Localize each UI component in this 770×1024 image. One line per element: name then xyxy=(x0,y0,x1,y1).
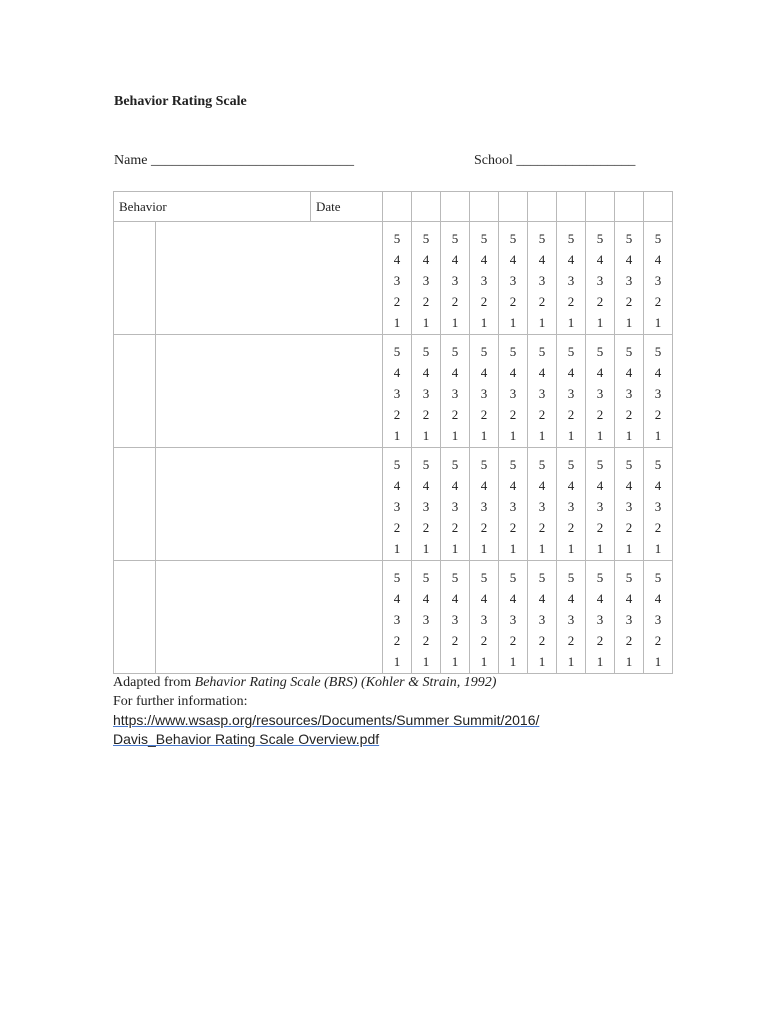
rating-value[interactable]: 3 xyxy=(567,499,575,514)
rating-scale-cell[interactable] xyxy=(499,448,528,561)
rating-value[interactable]: 3 xyxy=(509,386,517,401)
behavior-row xyxy=(114,335,673,448)
rating-scale-cell[interactable] xyxy=(412,222,441,335)
rating-scale-cell[interactable] xyxy=(644,222,673,335)
rating-value[interactable]: 4 xyxy=(451,252,459,267)
rating-scale-cell[interactable] xyxy=(441,222,470,335)
rating-value[interactable]: 4 xyxy=(393,478,401,493)
date-cell xyxy=(615,192,644,222)
behavior-number-cell[interactable] xyxy=(114,448,156,561)
rating-value[interactable]: 1 xyxy=(625,428,633,443)
rating-value[interactable]: 3 xyxy=(451,386,459,401)
rating-value[interactable]: 2 xyxy=(422,407,430,422)
rating-value[interactable]: 2 xyxy=(393,633,401,648)
rating-scale-cell[interactable] xyxy=(644,335,673,448)
rating-value[interactable]: 3 xyxy=(596,499,604,514)
rating-value[interactable]: 5 xyxy=(422,570,430,585)
rating-value[interactable]: 5 xyxy=(654,570,662,585)
date-cell xyxy=(441,192,470,222)
rating-value[interactable]: 1 xyxy=(480,428,488,443)
rating-value[interactable]: 5 xyxy=(509,231,517,246)
table-header-row xyxy=(114,192,673,222)
rating-scale-cell[interactable] xyxy=(644,448,673,561)
adapted-line xyxy=(113,673,539,692)
rating-value[interactable]: 4 xyxy=(625,365,633,380)
rating-value[interactable]: 2 xyxy=(596,407,604,422)
rating-value[interactable]: 1 xyxy=(393,541,401,556)
behavior-description-cell[interactable] xyxy=(156,561,383,674)
rating-value[interactable]: 3 xyxy=(567,273,575,288)
rating-scale-cell[interactable] xyxy=(470,561,499,674)
rating-value[interactable]: 5 xyxy=(567,457,575,472)
rating-value[interactable]: 1 xyxy=(480,541,488,556)
rating-value[interactable]: 3 xyxy=(422,612,430,627)
behavior-number-cell[interactable] xyxy=(114,335,156,448)
rating-scale-cell[interactable] xyxy=(586,561,615,674)
rating-value[interactable]: 1 xyxy=(480,654,488,669)
rating-scale-cell[interactable] xyxy=(470,448,499,561)
rating-value[interactable]: 5 xyxy=(451,457,459,472)
behavior-row xyxy=(114,448,673,561)
rating-scale-cell[interactable] xyxy=(615,561,644,674)
name-blank: _____________________________ xyxy=(150,153,354,168)
rating-value[interactable]: 1 xyxy=(654,315,662,330)
rating-scale-cell[interactable] xyxy=(412,561,441,674)
rating-scale-cell[interactable] xyxy=(528,448,557,561)
rating-value[interactable]: 4 xyxy=(625,591,633,606)
rating-scale-cell[interactable] xyxy=(528,335,557,448)
rating-value[interactable]: 2 xyxy=(480,633,488,648)
rating-value[interactable]: 1 xyxy=(654,541,662,556)
rating-scale-cell[interactable] xyxy=(441,561,470,674)
footer xyxy=(113,673,539,749)
rating-value[interactable]: 5 xyxy=(509,344,517,359)
rating-value[interactable]: 1 xyxy=(625,654,633,669)
rating-value[interactable]: 1 xyxy=(654,428,662,443)
rating-value[interactable]: 5 xyxy=(596,344,604,359)
rating-value[interactable]: 3 xyxy=(451,273,459,288)
rating-value[interactable]: 3 xyxy=(538,273,546,288)
rating-value[interactable]: 1 xyxy=(567,541,575,556)
rating-value[interactable]: 3 xyxy=(422,386,430,401)
rating-value[interactable]: 3 xyxy=(654,612,662,627)
rating-value[interactable]: 3 xyxy=(509,499,517,514)
rating-value[interactable]: 3 xyxy=(538,612,546,627)
rating-value[interactable]: 4 xyxy=(567,591,575,606)
rating-value[interactable]: 2 xyxy=(567,407,575,422)
rating-value[interactable]: 5 xyxy=(451,570,459,585)
rating-scale-cell[interactable] xyxy=(383,561,412,674)
rating-value[interactable]: 1 xyxy=(451,428,459,443)
rating-value[interactable]: 3 xyxy=(654,386,662,401)
rating-value[interactable]: 3 xyxy=(538,499,546,514)
rating-value[interactable]: 4 xyxy=(567,478,575,493)
rating-value[interactable]: 1 xyxy=(567,315,575,330)
rating-scale-cell[interactable] xyxy=(528,561,557,674)
rating-value[interactable]: 4 xyxy=(625,252,633,267)
rating-value[interactable]: 5 xyxy=(393,231,401,246)
rating-value[interactable]: 1 xyxy=(567,428,575,443)
rating-value[interactable]: 2 xyxy=(393,294,401,309)
school-blank: _________________ xyxy=(516,153,636,168)
rating-value[interactable]: 4 xyxy=(538,252,546,267)
rating-scale-cell[interactable] xyxy=(383,335,412,448)
rating-scale-cell[interactable] xyxy=(499,561,528,674)
rating-value[interactable]: 2 xyxy=(451,633,459,648)
rating-value[interactable]: 4 xyxy=(422,478,430,493)
behavior-number-cell[interactable] xyxy=(114,222,156,335)
rating-value[interactable]: 5 xyxy=(509,457,517,472)
rating-value[interactable]: 3 xyxy=(451,499,459,514)
rating-value[interactable]: 2 xyxy=(422,520,430,535)
rating-value[interactable]: 1 xyxy=(509,428,517,443)
rating-table xyxy=(113,191,673,674)
behavior-description-cell[interactable] xyxy=(156,222,383,335)
rating-value[interactable]: 2 xyxy=(567,294,575,309)
rating-value[interactable]: 3 xyxy=(393,273,401,288)
rating-value[interactable]: 2 xyxy=(422,294,430,309)
rating-value[interactable]: 1 xyxy=(422,541,430,556)
behavior-row xyxy=(114,222,673,335)
rating-value[interactable]: 3 xyxy=(596,386,604,401)
date-cell xyxy=(528,192,557,222)
rating-value[interactable]: 3 xyxy=(625,386,633,401)
rating-value[interactable]: 3 xyxy=(480,273,488,288)
rating-value[interactable]: 4 xyxy=(422,591,430,606)
rating-scale-cell[interactable] xyxy=(383,222,412,335)
school-label: School xyxy=(474,153,513,168)
rating-value[interactable]: 1 xyxy=(451,315,459,330)
rating-value[interactable]: 2 xyxy=(538,633,546,648)
rating-value[interactable]: 5 xyxy=(567,231,575,246)
rating-value[interactable]: 2 xyxy=(654,520,662,535)
rating-value[interactable]: 5 xyxy=(538,344,546,359)
rating-value[interactable]: 3 xyxy=(480,612,488,627)
rating-scale-cell[interactable] xyxy=(528,222,557,335)
rating-value[interactable]: 2 xyxy=(538,520,546,535)
rating-scale-cell[interactable] xyxy=(441,448,470,561)
rating-value[interactable]: 4 xyxy=(509,252,517,267)
rating-scale-cell[interactable] xyxy=(470,335,499,448)
rating-value[interactable]: 5 xyxy=(538,570,546,585)
rating-value[interactable]: 3 xyxy=(596,273,604,288)
rating-value[interactable]: 1 xyxy=(538,541,546,556)
rating-value[interactable]: 3 xyxy=(625,612,633,627)
rating-value[interactable]: 4 xyxy=(451,365,459,380)
rating-value[interactable]: 3 xyxy=(509,273,517,288)
rating-value[interactable]: 2 xyxy=(509,407,517,422)
rating-scale-cell[interactable] xyxy=(615,448,644,561)
rating-value[interactable]: 2 xyxy=(654,294,662,309)
rating-scale-cell[interactable] xyxy=(586,448,615,561)
rating-value[interactable]: 5 xyxy=(451,344,459,359)
rating-scale-cell[interactable] xyxy=(586,335,615,448)
rating-value[interactable]: 5 xyxy=(596,457,604,472)
rating-value[interactable]: 5 xyxy=(480,344,488,359)
rating-value[interactable]: 3 xyxy=(625,273,633,288)
school-field xyxy=(474,153,635,169)
rating-value[interactable]: 1 xyxy=(451,541,459,556)
rating-value[interactable]: 1 xyxy=(596,428,604,443)
rating-value[interactable]: 5 xyxy=(567,570,575,585)
rating-value[interactable]: 3 xyxy=(538,386,546,401)
adapted-source: Behavior Rating Scale (BRS) (Kohler & Strain, 1992) xyxy=(194,675,497,690)
rating-value[interactable]: 1 xyxy=(509,315,517,330)
rating-value[interactable]: 3 xyxy=(393,612,401,627)
rating-value[interactable]: 2 xyxy=(596,294,604,309)
rating-value[interactable]: 5 xyxy=(509,570,517,585)
rating-value[interactable]: 3 xyxy=(567,612,575,627)
rating-scale-cell[interactable] xyxy=(412,448,441,561)
rating-value[interactable]: 1 xyxy=(393,654,401,669)
date-cell xyxy=(644,192,673,222)
rating-value[interactable]: 5 xyxy=(393,344,401,359)
rating-value[interactable]: 5 xyxy=(422,231,430,246)
rating-value[interactable]: 4 xyxy=(480,252,488,267)
rating-value[interactable]: 1 xyxy=(393,428,401,443)
rating-value[interactable]: 4 xyxy=(567,252,575,267)
rating-value[interactable]: 4 xyxy=(393,365,401,380)
rating-value[interactable]: 5 xyxy=(654,344,662,359)
date-cell xyxy=(470,192,499,222)
date-cell xyxy=(499,192,528,222)
rating-value[interactable]: 4 xyxy=(654,591,662,606)
rating-scale-cell[interactable] xyxy=(615,222,644,335)
rating-value[interactable]: 4 xyxy=(625,478,633,493)
rating-value[interactable]: 4 xyxy=(538,478,546,493)
rating-value[interactable]: 2 xyxy=(509,520,517,535)
rating-value[interactable]: 4 xyxy=(393,252,401,267)
rating-value[interactable]: 1 xyxy=(625,541,633,556)
date-header: Date xyxy=(311,192,383,222)
rating-value[interactable]: 4 xyxy=(422,365,430,380)
rating-value[interactable]: 2 xyxy=(509,294,517,309)
rating-value[interactable]: 5 xyxy=(654,457,662,472)
rating-value[interactable]: 5 xyxy=(625,344,633,359)
rating-value[interactable]: 2 xyxy=(654,407,662,422)
rating-value[interactable]: 4 xyxy=(538,365,546,380)
rating-value[interactable]: 2 xyxy=(625,294,633,309)
rating-value[interactable]: 5 xyxy=(596,570,604,585)
rating-scale-cell[interactable] xyxy=(412,335,441,448)
rating-value[interactable]: 2 xyxy=(509,633,517,648)
rating-value[interactable]: 5 xyxy=(625,231,633,246)
rating-value[interactable]: 3 xyxy=(509,612,517,627)
rating-value[interactable]: 5 xyxy=(596,231,604,246)
rating-value[interactable]: 3 xyxy=(480,386,488,401)
rating-value[interactable]: 2 xyxy=(596,633,604,648)
rating-scale-cell[interactable] xyxy=(470,222,499,335)
rating-value[interactable]: 1 xyxy=(509,654,517,669)
rating-value[interactable]: 4 xyxy=(567,365,575,380)
rating-scale-cell[interactable] xyxy=(644,561,673,674)
rating-value[interactable]: 4 xyxy=(451,591,459,606)
rating-value[interactable]: 2 xyxy=(480,520,488,535)
rating-value[interactable]: 4 xyxy=(480,591,488,606)
rating-value[interactable]: 3 xyxy=(654,499,662,514)
further-info: For further information: xyxy=(113,694,248,709)
rating-value[interactable]: 2 xyxy=(538,294,546,309)
rating-value[interactable]: 2 xyxy=(567,633,575,648)
rating-value[interactable]: 3 xyxy=(393,499,401,514)
rating-value[interactable]: 5 xyxy=(451,231,459,246)
rating-value[interactable]: 5 xyxy=(625,457,633,472)
rating-value[interactable]: 4 xyxy=(480,365,488,380)
date-cell xyxy=(586,192,615,222)
rating-value[interactable]: 1 xyxy=(625,315,633,330)
rating-value[interactable]: 3 xyxy=(567,386,575,401)
rating-value[interactable]: 5 xyxy=(567,344,575,359)
rating-value[interactable]: 3 xyxy=(422,273,430,288)
rating-value[interactable]: 5 xyxy=(654,231,662,246)
rating-value[interactable]: 3 xyxy=(451,612,459,627)
rating-value[interactable]: 4 xyxy=(654,365,662,380)
date-cell xyxy=(383,192,412,222)
rating-value[interactable]: 1 xyxy=(596,654,604,669)
rating-value[interactable]: 4 xyxy=(509,591,517,606)
rating-value[interactable]: 5 xyxy=(625,570,633,585)
rating-value[interactable]: 2 xyxy=(538,407,546,422)
rating-scale-cell[interactable] xyxy=(557,561,586,674)
rating-value[interactable]: 3 xyxy=(625,499,633,514)
rating-value[interactable]: 3 xyxy=(480,499,488,514)
rating-value[interactable]: 1 xyxy=(654,654,662,669)
rating-scale-cell[interactable] xyxy=(557,335,586,448)
info-link-line1[interactable]: https://www.wsasp.org/resources/Documents/Summer Summit/2016/ xyxy=(113,712,540,728)
rating-value[interactable]: 5 xyxy=(480,457,488,472)
rating-value[interactable]: 4 xyxy=(596,365,604,380)
name-label: Name xyxy=(114,153,148,168)
rating-value[interactable]: 4 xyxy=(654,478,662,493)
date-cell xyxy=(557,192,586,222)
rating-value[interactable]: 1 xyxy=(596,315,604,330)
rating-value[interactable]: 5 xyxy=(538,457,546,472)
rating-value[interactable]: 1 xyxy=(422,315,430,330)
rating-value[interactable]: 4 xyxy=(596,478,604,493)
rating-value[interactable]: 2 xyxy=(654,633,662,648)
behavior-row xyxy=(114,561,673,674)
rating-value[interactable]: 3 xyxy=(654,273,662,288)
rating-value[interactable]: 4 xyxy=(480,478,488,493)
date-cell xyxy=(412,192,441,222)
rating-value[interactable]: 1 xyxy=(596,541,604,556)
rating-value[interactable]: 2 xyxy=(596,520,604,535)
rating-value[interactable]: 5 xyxy=(422,457,430,472)
rating-value[interactable]: 2 xyxy=(480,407,488,422)
rating-scale-cell[interactable] xyxy=(557,448,586,561)
rating-value[interactable]: 5 xyxy=(538,231,546,246)
rating-value[interactable]: 5 xyxy=(480,570,488,585)
rating-value[interactable]: 1 xyxy=(538,428,546,443)
rating-value[interactable]: 4 xyxy=(596,591,604,606)
rating-value[interactable]: 1 xyxy=(538,315,546,330)
name-field xyxy=(114,153,354,169)
adapted-prefix: Adapted from xyxy=(113,675,195,690)
rating-value[interactable]: 1 xyxy=(567,654,575,669)
rating-value[interactable]: 1 xyxy=(451,654,459,669)
rating-value[interactable]: 2 xyxy=(567,520,575,535)
rating-value[interactable]: 5 xyxy=(393,457,401,472)
rating-scale-cell[interactable] xyxy=(383,448,412,561)
rating-value[interactable]: 2 xyxy=(480,294,488,309)
rating-scale-cell[interactable] xyxy=(615,335,644,448)
rating-value[interactable]: 1 xyxy=(422,428,430,443)
rating-value[interactable]: 1 xyxy=(393,315,401,330)
rating-scale-cell[interactable] xyxy=(586,222,615,335)
rating-value[interactable]: 5 xyxy=(422,344,430,359)
rating-value[interactable]: 2 xyxy=(422,633,430,648)
rating-value[interactable]: 5 xyxy=(393,570,401,585)
rating-scale-cell[interactable] xyxy=(441,335,470,448)
rating-value[interactable]: 1 xyxy=(422,654,430,669)
behavior-header: Behavior xyxy=(114,192,311,222)
rating-value[interactable]: 3 xyxy=(596,612,604,627)
rating-value[interactable]: 5 xyxy=(480,231,488,246)
rating-value[interactable]: 3 xyxy=(422,499,430,514)
rating-value[interactable]: 4 xyxy=(393,591,401,606)
rating-value[interactable]: 3 xyxy=(393,386,401,401)
rating-value[interactable]: 4 xyxy=(509,365,517,380)
page-title: Behavior Rating Scale xyxy=(114,94,247,109)
rating-value[interactable]: 4 xyxy=(538,591,546,606)
rating-value[interactable]: 4 xyxy=(451,478,459,493)
rating-value[interactable]: 2 xyxy=(451,407,459,422)
rating-value[interactable]: 1 xyxy=(480,315,488,330)
rating-value[interactable]: 2 xyxy=(451,294,459,309)
rating-value[interactable]: 2 xyxy=(451,520,459,535)
rating-value[interactable]: 1 xyxy=(538,654,546,669)
rating-value[interactable]: 1 xyxy=(509,541,517,556)
rating-value[interactable]: 2 xyxy=(393,407,401,422)
rating-value[interactable]: 4 xyxy=(422,252,430,267)
rating-value[interactable]: 2 xyxy=(393,520,401,535)
behavior-description-cell[interactable] xyxy=(156,335,383,448)
info-link-line2[interactable]: Davis_Behavior Rating Scale Overview.pdf xyxy=(113,731,380,747)
rating-value[interactable]: 2 xyxy=(625,407,633,422)
rating-scale-cell[interactable] xyxy=(499,222,528,335)
rating-scale-cell[interactable] xyxy=(499,335,528,448)
rating-value[interactable]: 2 xyxy=(625,520,633,535)
rating-value[interactable]: 4 xyxy=(509,478,517,493)
rating-value[interactable]: 4 xyxy=(596,252,604,267)
rating-value[interactable]: 4 xyxy=(654,252,662,267)
behavior-number-cell[interactable] xyxy=(114,561,156,674)
behavior-description-cell[interactable] xyxy=(156,448,383,561)
rating-scale-cell[interactable] xyxy=(557,222,586,335)
rating-value[interactable]: 2 xyxy=(625,633,633,648)
